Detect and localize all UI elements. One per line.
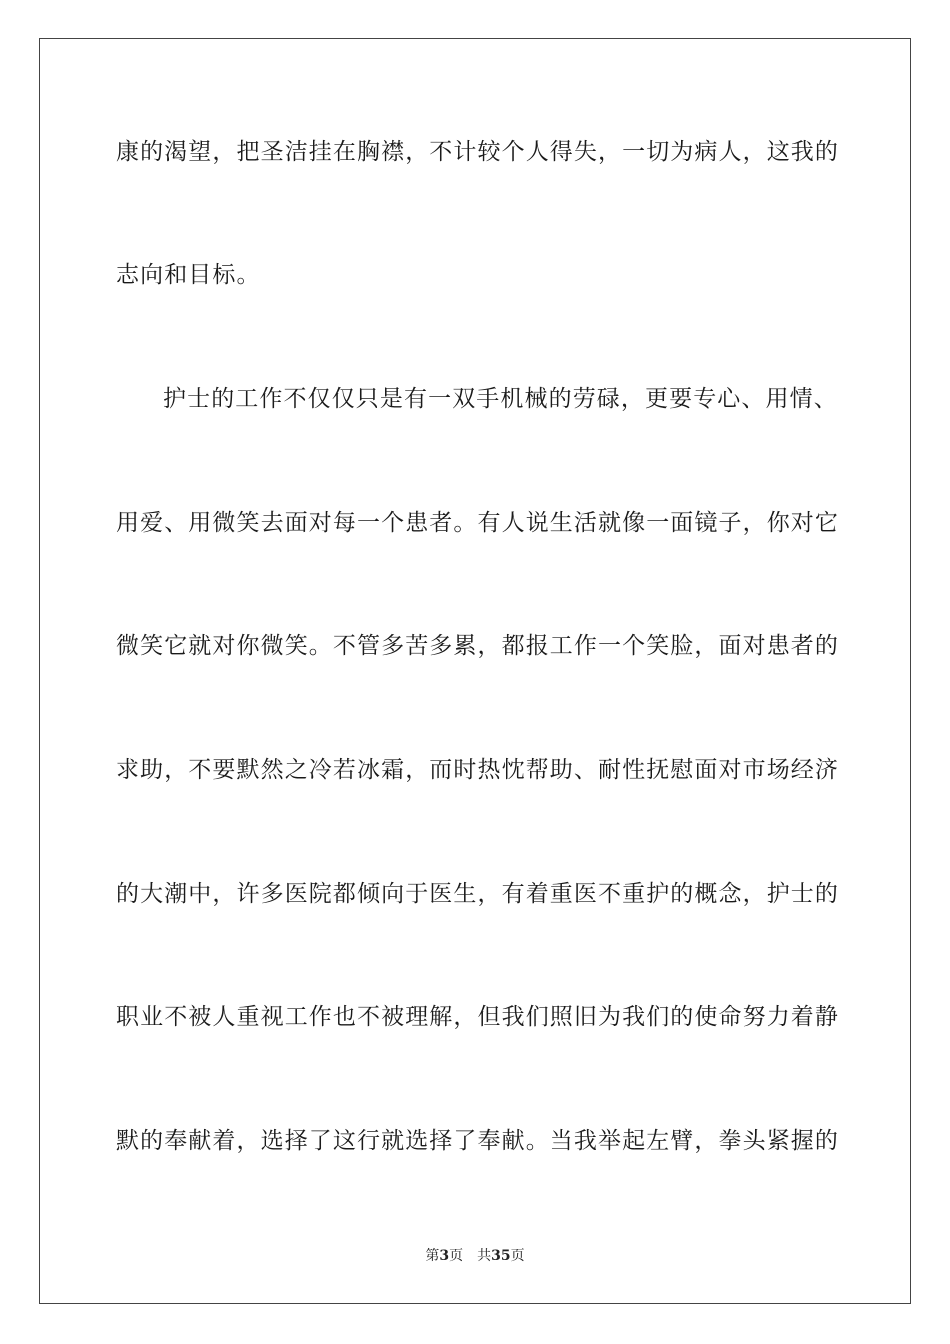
page-border bbox=[39, 38, 911, 1304]
current-page-number: 3 bbox=[439, 1248, 450, 1264]
total-label-suffix: 页 bbox=[510, 1248, 525, 1264]
text-line: 职业不被人重视工作也不被理解，但我们照旧为我们的使命努力着静 bbox=[116, 1004, 839, 1030]
text-line: 用爱、用微笑去面对每一个患者。有人说生活就像一面镜子，你对它 bbox=[116, 510, 839, 536]
total-label-prefix: 共 bbox=[477, 1248, 492, 1264]
page-label-prefix: 第 bbox=[425, 1248, 440, 1264]
total-page-count: 35 bbox=[491, 1248, 511, 1264]
text-line: 求助，不要默然之冷若冰霜，而时热忱帮助、耐性抚慰面对市场经济 bbox=[116, 757, 839, 783]
text-line: 的大潮中，许多医院都倾向于医生，有着重医不重护的概念，护士的 bbox=[116, 881, 839, 907]
page-footer bbox=[0, 1246, 950, 1266]
text-line: 志向和目标。 bbox=[116, 262, 261, 288]
page-label-suffix: 页 bbox=[449, 1248, 464, 1264]
paragraph-first-line: 护士的工作不仅仅只是有一双手机械的劳碌，更要专心、用情、 bbox=[163, 386, 838, 412]
text-line: 默的奉献着，选择了这行就选择了奉献。当我举起左臂，拳头紧握的 bbox=[116, 1128, 839, 1154]
text-line: 微笑它就对你微笑。不管多苦多累，都报工作一个笑脸，面对患者的 bbox=[116, 633, 839, 659]
text-line: 康的渴望，把圣洁挂在胸襟，不计较个人得失，一切为病人，这我的 bbox=[116, 139, 839, 165]
